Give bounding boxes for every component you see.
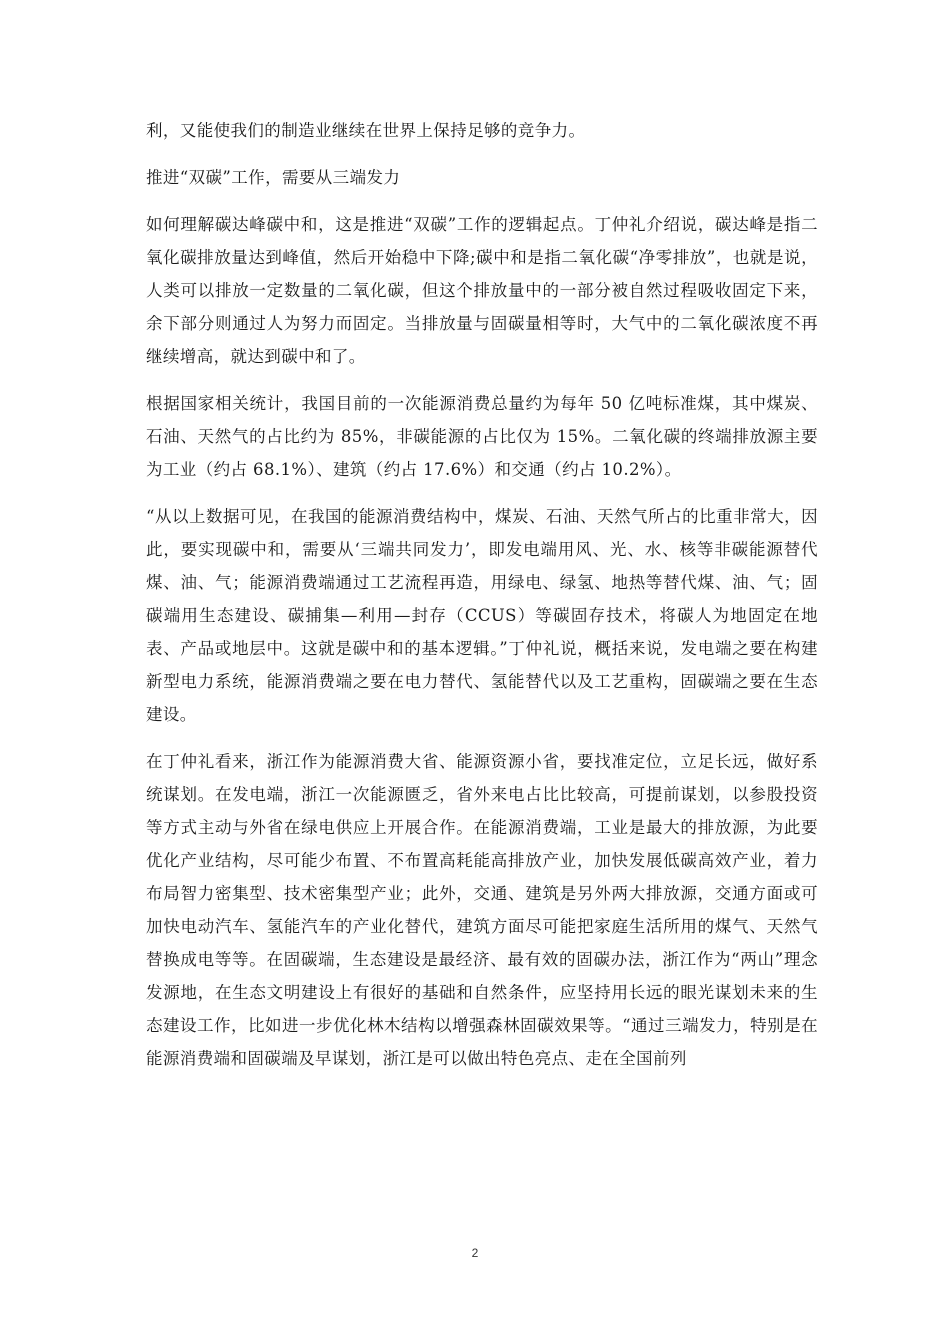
document-body bbox=[146, 114, 818, 1089]
section-heading: 推进“双碳”工作，需要从三端发力 bbox=[146, 168, 401, 187]
paragraph-zhejiang: 在丁仲礼看来，浙江作为能源消费大省、能源资源小省，要找准定位，立足长远，做好系统谋划。在发电端，浙江一次能源匮乏，省外来电占比比较高，可提前谋划，以参股投资等方式主动与外省在绿电供应上开展合作。在能源消费端，工业是最大的排放源，为此要优化产业结构，尽可能少布置、不布置高耗能高排放产业，加快发展低碳高效产业，着力布局智力密集型、技术密集型产业；此外，交通、建筑是另外两大排放源，交通方面或可加快电动汽车、氢能汽车的产业化替代，建筑方面尽可能把家庭生活所用的煤气、天然气替换成电等等。在固碳端，生态建设是最经济、最有效的固碳办法，浙江作为“两山”理念发源地，在生态文明建设上有很好的基础和自然条件，应坚持用长远的眼光谋划未来的生态建设工作，比如进一步优化林木结构以增强森林固碳效果等。“通过三端发力，特别是在能源消费端和固碳端及早谋划，浙江是可以做出特色亮点、走在全国前列 bbox=[146, 752, 818, 1068]
page-number: 2 bbox=[471, 1246, 479, 1260]
paragraph-definition: 如何理解碳达峰碳中和，这是推进“双碳”工作的逻辑起点。丁仲礼介绍说，碳达峰是指二氧化碳排放量达到峰值，然后开始稳中下降;碳中和是指二氧化碳“净零排放”，也就是说，人类可以排放一定数量的二氧化碳，但这个排放量中的一部分被自然过程吸收固定下来，余下部分则通过人为努力而固定。当排放量与固碳量相等时，大气中的二氧化碳浓度不再继续增高，就达到碳中和了。 bbox=[146, 215, 818, 366]
paragraph-continuation: 利，又能使我们的制造业继续在世界上保持足够的竞争力。 bbox=[146, 121, 586, 140]
paragraph-quote: “从以上数据可见，在我国的能源消费结构中，煤炭、石油、天然气所占的比重非常大，因此，要实现碳中和，需要从‘三端共同发力’，即发电端用风、光、水、核等非碳能源替代煤、油、气；能源消费端通过工艺流程再造，用绿电、绿氢、地热等替代煤、油、气；固碳端用生态建设、碳捕集—利用—封存（CCUS）等碳固存技术，将碳人为地固定在地表、产品或地层中。这就是碳中和的基本逻辑。”丁仲礼说，概括来说，发电端之要在构建新型电力系统，能源消费端之要在电力替代、氢能替代以及工艺重构，固碳端之要在生态建设。 bbox=[146, 507, 818, 724]
paragraph-statistics: 根据国家相关统计，我国目前的一次能源消费总量约为每年 50 亿吨标准煤，其中煤炭、石油、天然气的占比约为 85%，非碳能源的占比仅为 15%。二氧化碳的终端排放源主要为工业（约占 68.1%）、建筑（约占 17.6%）和交通（约占 10.2%）。 bbox=[146, 394, 818, 479]
